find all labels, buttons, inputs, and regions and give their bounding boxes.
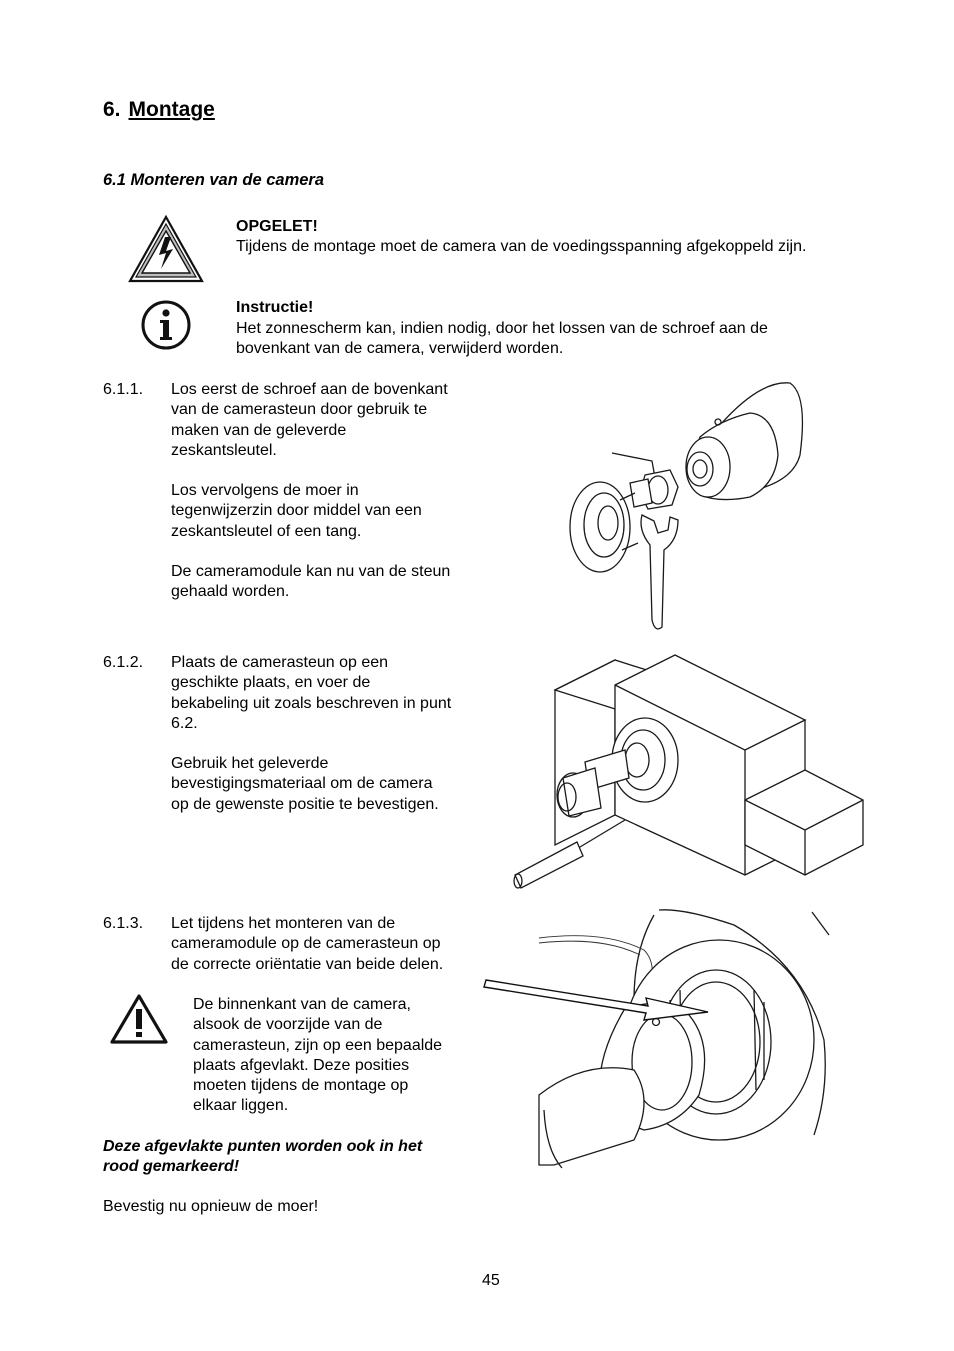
text-line: cameramodule op de camerasteun op xyxy=(171,935,441,953)
step-text xyxy=(171,380,491,603)
text-line: zeskantsleutel of een tang. xyxy=(171,522,362,540)
final-instruction: Bevestig nu opnieuw de moer! xyxy=(103,1198,319,1215)
instruction-title: Instructie! xyxy=(236,299,314,316)
text-line: elkaar liggen. xyxy=(193,1097,289,1115)
camera-disassembly-illustration xyxy=(560,375,810,635)
caution-icon xyxy=(110,993,168,1045)
text-line: Plaats de camerasteun op een xyxy=(171,654,389,671)
step-number: 6.1.3. xyxy=(103,915,144,932)
emphasis-text xyxy=(103,1137,503,1178)
alignment-detail-illustration xyxy=(484,910,834,1170)
section-number: 6. xyxy=(103,98,121,121)
text-line: camerasteun, zijn op een bepaalde xyxy=(193,1036,443,1054)
step-number: 6.1.1. xyxy=(103,381,144,398)
section-title: Montage xyxy=(128,98,215,121)
text-line: de correcte oriëntatie van beide delen. xyxy=(171,955,444,973)
text-line: 6.2. xyxy=(171,714,198,732)
text-line: Gebruik het geleverde xyxy=(171,755,329,773)
caution-text xyxy=(193,995,493,1117)
text-line: maken van de geleverde xyxy=(171,421,347,439)
text-line: bekabeling uit zoals beschreven in punt xyxy=(171,694,452,712)
info-icon xyxy=(141,300,191,350)
instruction-line-2: bovenkant van de camera, verwijderd worden. xyxy=(236,340,564,357)
text-line: zeskantsleutel. xyxy=(171,441,277,459)
step-number: 6.1.2. xyxy=(103,654,144,671)
text-line: rood gemarkeerd! xyxy=(103,1158,240,1176)
step-text xyxy=(171,914,491,975)
text-line: geschikte plaats, en voer de xyxy=(171,674,371,692)
text-line: Los vervolgens de moer in xyxy=(171,482,359,500)
warning-text: Tijdens de montage moet de camera van de voedingsspanning afgekoppeld zijn. xyxy=(236,238,807,255)
text-line: bevestigingsmateriaal om de camera xyxy=(171,775,433,793)
text-line: moeten tijdens de montage op xyxy=(193,1077,409,1095)
text-line: van de camerasteun door gebruik te xyxy=(171,401,428,419)
instruction-line-1: Het zonnescherm kan, indien nodig, door het lossen van de schroef aan de xyxy=(236,320,768,337)
section-heading xyxy=(103,98,215,122)
text-line: op de gewenste positie te bevestigen. xyxy=(171,795,439,813)
text-line: Deze afgevlakte punten worden ook in het xyxy=(103,1138,423,1155)
text-line: alsook de voorzijde van de xyxy=(193,1016,383,1034)
step-text xyxy=(171,653,491,815)
wall-mounting-illustration xyxy=(505,650,865,895)
text-line: Let tijdens het monteren van de xyxy=(171,915,396,932)
text-line: plaats afgevlakt. Deze posities xyxy=(193,1056,410,1074)
text-line: tegenwijzerzin door middel van een xyxy=(171,502,422,520)
text-line: Los eerst de schroef aan de bovenkant xyxy=(171,381,448,398)
page-number: 45 xyxy=(482,1272,500,1289)
warning-title: OPGELET! xyxy=(236,218,318,235)
high-voltage-warning-icon xyxy=(128,215,204,283)
text-line: De cameramodule kan nu van de steun xyxy=(171,563,451,581)
text-line: De binnenkant van de camera, xyxy=(193,996,411,1013)
text-line: gehaald worden. xyxy=(171,583,290,601)
subsection-heading: 6.1 Monteren van de camera xyxy=(103,171,325,189)
